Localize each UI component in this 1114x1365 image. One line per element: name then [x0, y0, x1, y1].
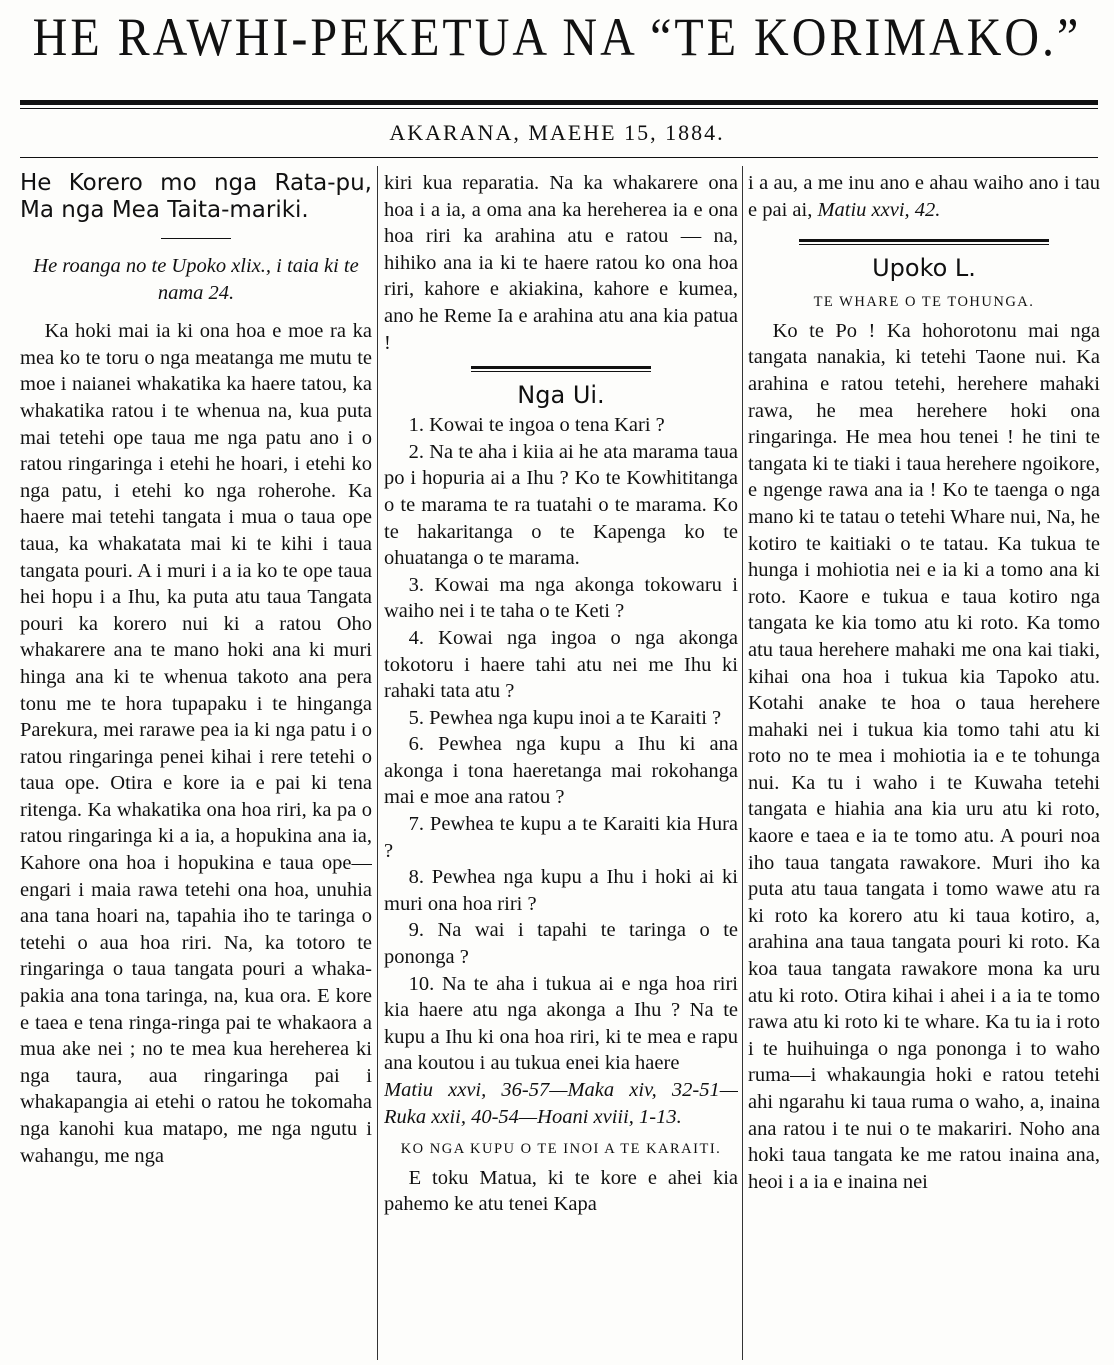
- question-6: 6. Pewhea nga kupu a Ihu ki ana akonga i tona haeretanga mai rokohanga mai e moe ana ratou ?: [384, 733, 738, 809]
- masthead-rule-thick: [20, 100, 1098, 105]
- prayer-text: E toku Matua, ki te kore e ahei kia pahemo ke atu tenei Kapa: [384, 1166, 738, 1216]
- column-divider-1: [377, 166, 378, 1360]
- question-8: 8. Pewhea nga kupu a Ihu i hoki ai ki muri ona hoa riri ?: [384, 866, 738, 915]
- question-3: 3. Kowai ma nga akonga tokowaru i waiho nei i te taha o te Keti ?: [384, 573, 738, 623]
- column-1: [20, 170, 372, 1360]
- question-5: 5. Pewhea nga kupu inoi a te Karaiti ?: [408, 706, 722, 729]
- column-divider-2: [742, 166, 743, 1360]
- question-1: 1. Kowai te ingoa o tena Kari ?: [408, 414, 665, 437]
- heading-rule: [161, 238, 231, 239]
- chapter-body: Ko te Po ! Ka hohorotonu mai nga tangata nanakia, ki tetehi Taone nui. Ka arahina e ratou tetehi, herehere mahaki rawa, he mea herehere hoki ona ringaringa. He mea hou tenei ! he tini te tangata ki te tiaki i taua herehere ngoikore, e ngenge rawa ana ia ! Ko te taenga o nga mano ki te tatau o tetehi Whare nui, Na, he kotiro te kaitiaki o te tatau. Ka tukua te hunga i mohiotia nei e ia ki a tomo ana ki roto. Kaore e tukua e taua kotiro nga tangata ke kia tomo atu ki roto. Ka tomo atu taua herehere mahaki me ona kai tiaki, kihai ona hoa i tukua kia Tapoko atu. Kotahi anake te hoa o taua herehere mahaki nei i tukua kia tomo tahi atu ki roto no te mea i mohiotia ia e te tohunga nui. Ka tu i waho i te Kuwaha tetehi tangata e hiahia ana kia uru atu ki roto, kaore e taea e ia te tomo atu. A pouri noa iho taua tangata rawakore. Muri iho ka puta atu taua tangata i tomo wawe atu ra ki roto ka korero atu ki taua kotiro, a, arahina ana taua tangata pouri ki roto. Ka koa taua tangata rawakore mona ka uru atu ki roto. Otira kihai i ahei i a ia te tomo rawa atu ki roto ki te whare. Ka tu ia i roto i te huihuinga o nga pononga i to waho ruma—i whakaungia hoki e ratou tetehi ahi ngarahu ki taua ruma o waho, a, inaina ana ratou i te nui o te makariri. Noho ana hoki taua tangata ke me ratou inaina ana, heoi i a ia e inaina nei: [748, 319, 1100, 1193]
- article-heading: He Korero mo nga Rata-pu, Ma nga Mea Taita-mariki.: [20, 170, 372, 223]
- dateline-rule: [20, 157, 1098, 158]
- article-continued: kiri kua reparatia. Na ka whakarere ona hoa i a ia, a oma ana ka hereherea ia e ona hoa riri ka arahina atu e ratou — na, hihiko ana ia ki te haere ratou ko ona hoa riri, kahore e akiakina, kahore e kumea, ano he Reme Ia e arahina atu ana kia patua !: [384, 172, 738, 354]
- article-subheading: He roanga no te Upoko xlix., i taia ki te nama 24.: [33, 255, 359, 304]
- prayer-heading: KO NGA KUPU O TE INOI A TE KARAITI.: [400, 1141, 722, 1158]
- prayer-reference: Matiu xxvi, 42.: [817, 198, 941, 221]
- chapter-title: Upoko L.: [872, 254, 976, 283]
- scripture-references: Matiu xxvi, 36-57—Maka xiv, 32-51—Ruka xxii, 40-54—Hoani xviii, 1-13.: [384, 1079, 738, 1128]
- questions-title: Nga Ui.: [517, 381, 605, 410]
- question-2: 2. Na te aha i kiia ai he ata marama taua po i hopuria ai a Ihu ? Ko te Kowhititanga o te marama te ra tuatahi o te marama. Ko te hakaritanga o te Kapenga ko te ohuatanga o te marama.: [384, 440, 738, 570]
- section-double-rule: [471, 366, 651, 372]
- column-2: [384, 170, 738, 1360]
- question-10: 10. Na te aha i tukua ai e nga hoa riri kia haere atu nga akonga a Ihu ? Na te kupu a Ihu ki ona hoa riri, ki te mea e rapu ana koutou i au tukua enei kia haere: [384, 972, 738, 1075]
- masthead-rule-thin: [20, 108, 1098, 109]
- prayer-continued: [748, 170, 1100, 223]
- masthead: HE RAWHI-PEKETUA NA “TE KORIMAKO.”: [32, 7, 1082, 68]
- chapter-subtitle: TE WHARE O TE TOHUNGA.: [813, 294, 1035, 311]
- prayer-continued-text: i a au, a me inu ano e ahau waiho ano i tau e pai ai,: [748, 172, 1100, 221]
- question-9: 9. Na wai i tapahi te taringa o te pononga ?: [384, 919, 738, 969]
- section-double-rule: [799, 239, 1049, 245]
- question-7: 7. Pewhea te kupu a te Karaiti kia Hura ?: [384, 813, 738, 862]
- question-4: 4. Kowai nga ingoa o nga akonga tokotoru i haere tahi atu nei me Ihu ki rahaki tata atu ?: [384, 626, 738, 703]
- article-body: Ka hoki mai ia ki ona hoa e moe ra ka mea ko te toru o nga meatanga me mutu te moe i naianei whakatika ka haere tatou, ka whakatika ratou i te whenua na, kua puta mai tetehi ope taua me nga patu ano i o ratou ringaringa i etehi he hoari, i etehi ko nga patu, i etehi ko nga roherohe. Ka haere mai tetehi tangata i mua o taua ope taua, ka whakatata mai ki te kihi i taua tangata pouri. A i muri i a ia ko te ope taua hei hopu i a Ihu, ka puta atu taua Tangata pouri ka korero nui ki a ratou Oho whakarere ana te mano hoki ana ki muri hinga ana ki te whenua takoto ana pera tonu me te hora tupapaku i te hinganga Parekura, mei rarawe pea ia ki nga patu i o ratou ringaringa penei kihai i rere tetehi o taua ope. Otira e kore ia e pai ki tena ritenga. Ka whakatika ona hoa riri, ka pa o ratou ringaringa ki a ia, a hopukina ana ia, Kahore ona hoa i hopukina e taua ope— engari i maia rawa tetehi ona hoa, unuhia ana tana hoari na, tapahia iho te taringa o tetehi o aua hoa riri. Na, ka totoro te ringaringa o taua tangata pouri a whaka-pakia ana tona taringa, na, kua ora. E kore e taea e tena ringa-ringa pai te whakaora a mua ake nei ; no te mea kua hereherea ki nga taura, aua ringaringa pai i whakapangia ai etehi o ratou he tokomaha nga kanohi kua matapo, me nga ngutu i wahangu, me nga: [20, 320, 372, 1167]
- dateline: AKARANA, MAEHE 15, 1884.: [389, 120, 725, 145]
- column-3: [748, 170, 1100, 1360]
